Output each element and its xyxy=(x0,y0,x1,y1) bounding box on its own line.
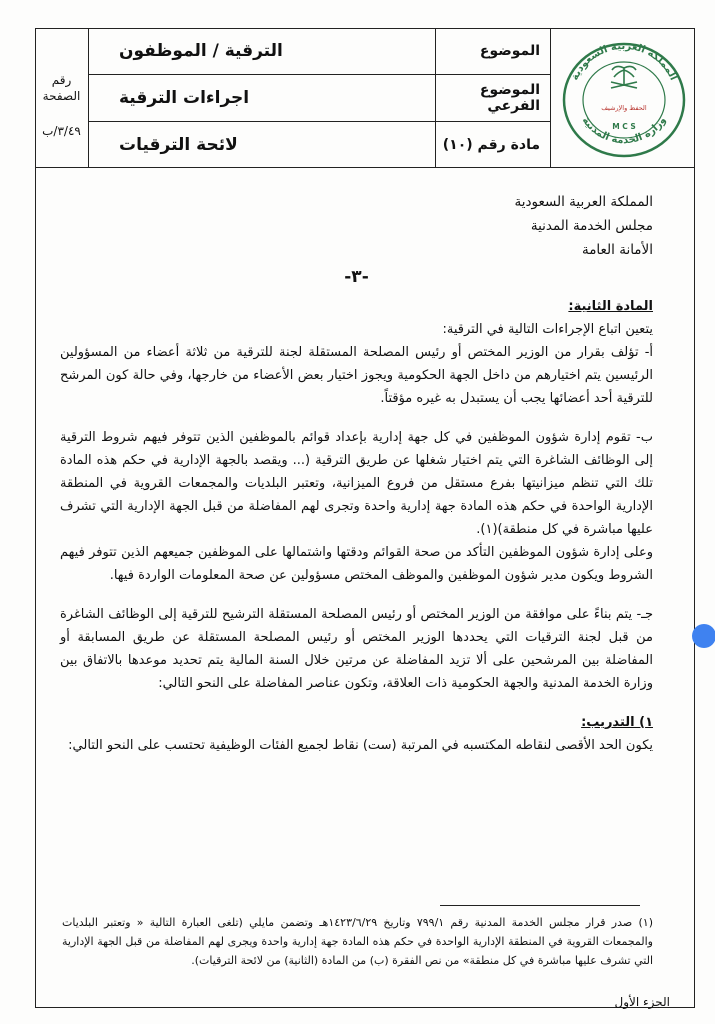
paragraph-c: جـ- يتم بناءً على موافقة من الوزير المختص أو رئيس المصلحة المستقلة الترشيح للترقية إلى الوظائف الشاغرة من قبل لجنة الترقيات التي يحددها الوزير المختص أو رئيس المصلحة المستقلة عن طريق المسابقة أو المفاضلة بين المرشحين على ألا تزيد المفاضلة عن مرتين خلال السنة المالية يتم تحديد موعدها بالاتفاق بين وزارة الخدمة المدنية والجهة الحكومية ذات العلاقة، وتكون عناصر المفاضلة على النحو التالي: xyxy=(60,607,653,691)
article-title-value: لائحة الترقيات xyxy=(89,121,435,167)
topic-value: الترقية / الموظفون xyxy=(119,41,283,61)
page-marker: -٣- xyxy=(344,267,369,287)
scroll-indicator-dot[interactable] xyxy=(692,624,715,648)
page-number-label: رقم الصفحة xyxy=(42,73,81,103)
footnote: (١) صدر قرار مجلس الخدمة المدنية رقم ٧٩٩/١ وتاريخ ١٤٢٣/٦/٢٩هـ وتضمن مايلي (تلغى العبارة التالية « وتعتبر البلديات والمجمعات القروية في المنطقة الإدارية الواحدة في حكم هذه المادة جهة إدارية واحدة ويجرى لهم المفاضلة من قبل الجهة الإدارية التي تشرف عليها مباشرة في كل منطقة» من نص الفقرة (ب) من المادة (الثانية) من لائحة الترقيات). xyxy=(62,916,653,967)
subtopic-value: اجراءات الترقية xyxy=(89,74,435,120)
footer-part-label: الجزء الأول xyxy=(614,995,670,1009)
page-number-cell xyxy=(35,28,88,168)
org-line-council: مجلس الخدمة المدنية xyxy=(530,218,653,234)
paragraph-a: أ- تؤلف بقرار من الوزير المختص أو رئيس المصلحة المستقلة لجنة للترقية من ثلاثة أعضاء من المسؤولين الرئيسين يتم اختيارهم من داخل الجهة الحكومية ويجوز اختيار بعض الأعضاء من خارجها، وفي حالة كون المرشح للترقية أحد أعضائها يجب أن يستبدل به غيره مؤقتاً. xyxy=(60,345,653,406)
svg-text:وزارة الخدمة المدنية: وزارة الخدمة المدنية xyxy=(579,115,669,147)
training-paragraph: يكون الحد الأقصى لنقاطه المكتسبه في المرتبة (ست) نقاط لجميع الفئات الوظيفية تحتسب على النحو التالي: xyxy=(68,738,653,753)
subtopic-label: الموضوع الفرعي xyxy=(436,74,550,120)
page-number-value: ٣/٤٩/ب xyxy=(42,124,81,138)
training-heading: ١) التدريب: xyxy=(581,715,653,730)
svg-text:المملكة العربية السعودية: المملكة العربية السعودية xyxy=(569,40,679,83)
header-labels xyxy=(435,28,550,168)
svg-text:الحفظ والإرشيف: الحفظ والإرشيف xyxy=(601,104,647,112)
document-body xyxy=(60,190,653,757)
svg-text:M C S: M C S xyxy=(612,122,636,131)
topic-label: الموضوع xyxy=(479,43,540,59)
footnote-divider xyxy=(440,905,640,906)
article-heading: المادة الثانية: xyxy=(568,299,653,314)
org-line-secretariat: الأمانة العامة xyxy=(581,242,653,258)
logo-cell xyxy=(550,28,695,168)
intro-paragraph: يتعين اتباع الإجراءات التالية في الترقية: xyxy=(442,322,653,337)
ministry-seal-logo xyxy=(559,38,689,160)
document-header xyxy=(35,28,695,168)
paragraph-b-continued: وعلى إدارة شؤون الموظفين التأكد من صحة القوائم ودقتها واشتمالها على الموظفين جميعهم الذين تتوفر فيهم الشروط ويكون مدير شؤون الموظفين والموظف المختص مسؤولين عن صحة المعلومات الواردة فيها. xyxy=(60,545,653,583)
paragraph-b: ب- تقوم إدارة شؤون الموظفين في كل جهة إدارية بإعداد قوائم بالموظفين الذين تتوفر فيهم شروط الترقية إلى الوظائف الشاغرة التي يتم اختيار شغلها عن طريق الترقية (... ويقصد بالجهة الإدارية في حكم هذه المادة تلك التي تنظم ميزانيتها بفرع مستقل من فروع الميزانية، وتعتبر البلديات والمجمعات القروية في المنطقة الإدارية الواحدة في حكم هذه المادة جهة إدارية واحدة وتجرى لهم المفاضلة من قبل الجهة الإدارية التي تشرف عليها مباشرة في كل منطقة)(١). xyxy=(60,430,653,537)
header-values xyxy=(88,28,435,168)
article-number-label: مادة رقم (١٠) xyxy=(436,121,550,167)
org-line-kingdom: المملكة العربية السعودية xyxy=(514,194,653,210)
